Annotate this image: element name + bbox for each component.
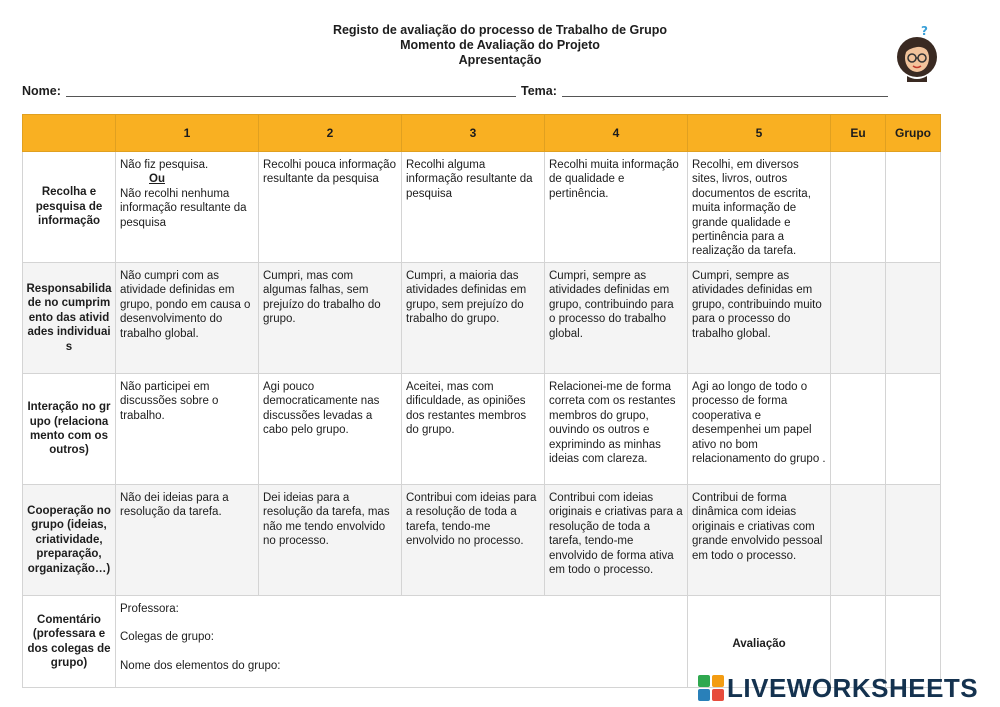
row-label: Responsabilidade no cumprimento das atividades individuais: [23, 263, 116, 374]
group-score-cell[interactable]: [886, 374, 941, 485]
table-cell: Não participei em discussões sobre o trabalho.: [116, 374, 259, 485]
row-label: Recolha e pesquisa de informação: [23, 152, 116, 263]
or-text: Ou: [149, 173, 165, 186]
column-header-grupo: Grupo: [886, 115, 941, 152]
column-header-eu: Eu: [831, 115, 886, 152]
title-line-1: Registo de avaliação do processo de Trabalho de Grupo: [332, 23, 668, 37]
comment-professor: Professora:: [120, 603, 179, 615]
table-cell: Recolhi, em diversos sites, livros, outros documentos de escrita, muita informação de grande qualidade e pertinência para a realização da tarefa.: [688, 152, 831, 263]
svg-text:?: ?: [921, 24, 928, 38]
liveworksheets-logo-icon: [698, 675, 724, 701]
table-cell: Recolhi muita informação de qualidade e pertinência.: [545, 152, 688, 263]
table-cell: Cumpri, sempre as atividades definidas em grupo, contribuindo muito para o processo do trabalho global.: [688, 263, 831, 374]
table-cell: Não cumpri com as atividade definidas em grupo, pondo em causa o desenvolvimento do trabalho global.: [116, 263, 259, 374]
table-cell: Relacionei-me de forma correta com os restantes membros do grupo, ouvindo os outros e exprimindo as minhas ideias com clareza.: [545, 374, 688, 485]
table-row: [23, 374, 941, 485]
row-label: Comentário (professara e dos colegas de grupo): [23, 596, 116, 688]
name-label: Nome:: [22, 84, 61, 98]
group-score-cell[interactable]: [886, 263, 941, 374]
header-empty-cell: [23, 115, 116, 152]
column-header: 4: [545, 115, 688, 152]
brand-text: LIVEWORKSHEETS: [727, 672, 979, 703]
table-header-row: [23, 115, 941, 152]
liveworksheets-brand: [698, 673, 978, 703]
self-score-cell[interactable]: [831, 485, 886, 596]
comment-colleagues: Colegas de grupo:: [120, 631, 214, 644]
table-cell: Agi ao longo de todo o processo de forma cooperativa e desempenhei um papel ativo no bom relacionamento do grupo .: [688, 374, 831, 485]
table-row: [23, 152, 941, 263]
column-header: 2: [259, 115, 402, 152]
cell-text: Não fiz pesquisa.: [120, 159, 209, 171]
self-score-cell[interactable]: [831, 152, 886, 263]
comment-group-members: Nome dos elementos do grupo:: [120, 659, 281, 672]
evaluation-label: Avaliação: [688, 596, 831, 688]
table-cell: Contribui de forma dinâmica com ideias originais e criativas com grande envolvido pessoal em todo o processo.: [688, 485, 831, 596]
group-score-cell[interactable]: [886, 152, 941, 263]
title-line-2: Momento de Avaliação do Projeto: [400, 38, 600, 52]
cell-text: Não recolhi nenhuma informação resultante da pesquisa: [120, 187, 247, 229]
table-cell: Recolhi alguma informação resultante da pesquisa: [402, 152, 545, 263]
theme-label: Tema:: [521, 84, 557, 98]
table-cell: Recolhi pouca informação resultante da pesquisa: [259, 152, 402, 263]
name-input-line[interactable]: [66, 96, 516, 97]
row-label: Cooperação no grupo (ideias, criatividade, preparação, organização…): [23, 485, 116, 596]
row-label: Interação no grupo (relacionamento com os outros): [23, 374, 116, 485]
title-line-3: Apresentação: [458, 53, 542, 67]
table-cell: Cumpri, mas com algumas falhas, sem prejuízo do trabalho do grupo.: [259, 263, 402, 374]
table-cell: [116, 152, 259, 263]
table-cell: Dei ideias para a resolução da tarefa, mas não me tendo envolvido no processo.: [259, 485, 402, 596]
table-cell: Aceitei, mas com dificuldade, as opiniões dos restantes membros do grupo.: [402, 374, 545, 485]
teacher-avatar-icon: [895, 24, 939, 82]
column-header: 1: [116, 115, 259, 152]
table-row: [23, 485, 941, 596]
table-cell: Cumpri, sempre as atividades definidas em grupo, contribuindo para o processo do trabalho global.: [545, 263, 688, 374]
self-score-cell[interactable]: [831, 374, 886, 485]
column-header: 5: [688, 115, 831, 152]
comment-cell[interactable]: [116, 596, 688, 688]
self-score-cell[interactable]: [831, 263, 886, 374]
theme-input-line[interactable]: [562, 96, 888, 97]
table-row: [23, 263, 941, 374]
table-cell: Contribui com ideias originais e criativas para a resolução de toda a tarefa, tendo-me envolvido de forma ativa em todo o processo.: [545, 485, 688, 596]
table-cell: Agi pouco democraticamente nas discussões levadas a cabo pelo grupo.: [259, 374, 402, 485]
table-cell: Contribui com ideias para a resolução de toda a tarefa, tendo-me envolvido no processo.: [402, 485, 545, 596]
table-cell: Cumpri, a maioria das atividades definidas em grupo, sem prejuízo do trabalho do grupo.: [402, 263, 545, 374]
evaluation-table: [22, 114, 941, 688]
group-score-cell[interactable]: [886, 485, 941, 596]
column-header: 3: [402, 115, 545, 152]
table-cell: Não dei ideias para a resolução da tarefa.: [116, 485, 259, 596]
